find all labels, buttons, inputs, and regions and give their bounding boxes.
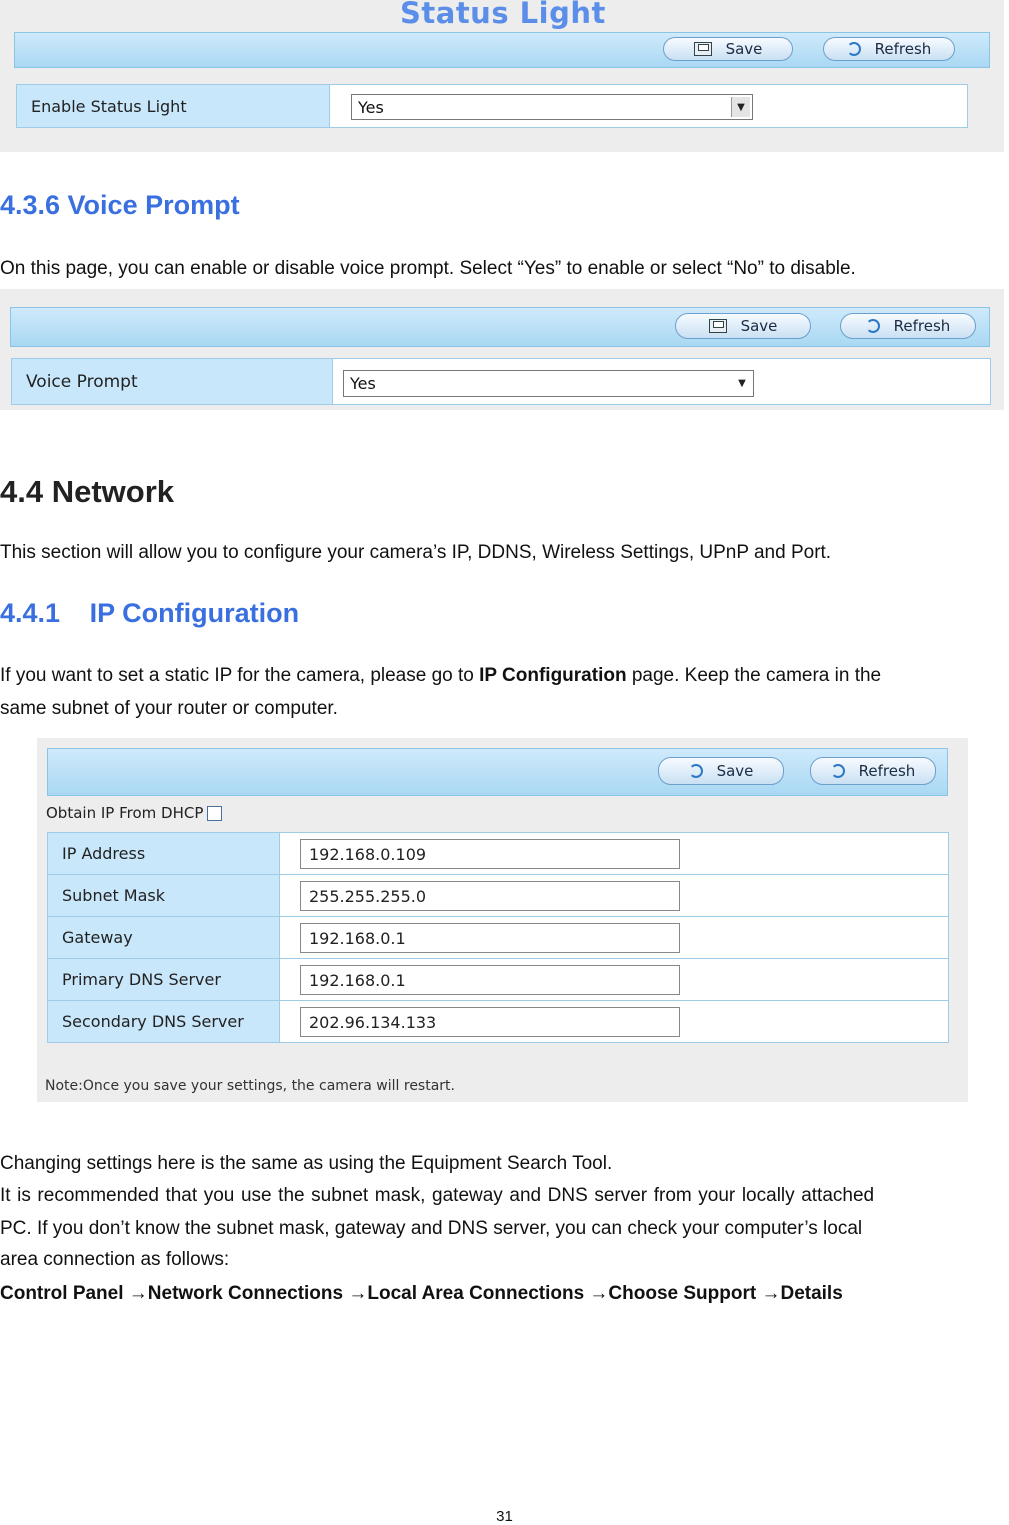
enable-status-light-value: Yes	[358, 97, 384, 117]
body-line-2: It is recommended that you use the subnet mask, gateway and DNS server from your locally attached	[0, 1185, 875, 1206]
restart-note: Note:Once you save your settings, the camera will restart.	[45, 1078, 455, 1094]
refresh-button[interactable]	[840, 313, 976, 339]
subnet-mask-label: Subnet Mask	[48, 875, 280, 916]
save-icon	[694, 42, 712, 56]
voice-prompt-label: Voice Prompt	[12, 359, 333, 404]
save-button-label: Save	[725, 40, 763, 58]
ip-config-heading-title: IP Configuration	[89, 598, 300, 628]
refresh-button[interactable]	[823, 37, 955, 61]
save-button-label: Save	[740, 317, 778, 335]
secondary-dns-input[interactable]: 202.96.134.133	[300, 1007, 680, 1037]
secondary-dns-label: Secondary DNS Server	[48, 1001, 280, 1042]
save-button[interactable]	[675, 313, 811, 339]
network-description: This section will allow you to configure your camera’s IP, DDNS, Wireless Settings, UPnP and Port.	[0, 542, 832, 563]
dhcp-checkbox[interactable]	[207, 806, 222, 821]
voice-prompt-row	[11, 358, 991, 405]
status-light-panel	[0, 0, 1004, 152]
page-number: 31	[496, 1508, 513, 1525]
ip-config-panel	[37, 738, 968, 1102]
secondary-dns-row	[47, 1001, 949, 1043]
ip-config-intro-before: If you want to set a static IP for the camera, please go to	[0, 665, 480, 686]
ip-config-intro-line2: same subnet of your router or computer.	[0, 698, 338, 719]
ip-config-intro-after: page. Keep the camera in the	[626, 665, 882, 686]
gateway-input[interactable]: 192.168.0.1	[300, 923, 680, 953]
ip-config-heading	[0, 598, 299, 629]
refresh-icon	[847, 42, 861, 56]
ip-config-intro-bold: IP Configuration	[479, 665, 627, 686]
enable-status-light-select[interactable]	[351, 94, 753, 120]
ip-config-toolbar	[47, 748, 948, 796]
dhcp-label: Obtain IP From DHCP	[46, 804, 204, 822]
refresh-icon	[866, 319, 880, 333]
subnet-mask-input[interactable]: 255.255.255.0	[300, 881, 680, 911]
refresh-button-label: Refresh	[874, 40, 932, 58]
voice-prompt-toolbar	[10, 307, 990, 347]
refresh-button-label: Refresh	[893, 317, 951, 335]
body-line-1: Changing settings here is the same as using the Equipment Search Tool.	[0, 1153, 613, 1174]
chevron-down-icon[interactable]: ▼	[738, 378, 746, 389]
refresh-button[interactable]	[810, 757, 936, 785]
voice-prompt-select[interactable]	[343, 370, 754, 397]
ip-address-label: IP Address	[48, 833, 280, 874]
body-line-3: PC. If you don’t know the subnet mask, gateway and DNS server, you can check your computer’s local	[0, 1218, 863, 1239]
voice-prompt-heading: 4.3.6 Voice Prompt	[0, 190, 240, 220]
navigation-path: Control Panel →Network Connections →Local Area Connections →Choose Support →Details	[0, 1283, 843, 1304]
enable-status-light-row	[16, 84, 968, 128]
save-button[interactable]	[658, 757, 784, 785]
voice-prompt-value: Yes	[350, 374, 376, 393]
gateway-row	[47, 917, 949, 959]
voice-prompt-panel	[0, 289, 1004, 410]
refresh-icon	[689, 764, 703, 778]
ip-address-input[interactable]: 192.168.0.109	[300, 839, 680, 869]
ip-address-row	[47, 833, 949, 875]
save-button-label: Save	[716, 762, 754, 780]
refresh-button-label: Refresh	[858, 762, 916, 780]
network-heading: 4.4 Network	[0, 474, 175, 509]
ip-config-intro	[0, 660, 881, 692]
body-line-4: area connection as follows:	[0, 1249, 230, 1270]
dhcp-option	[46, 804, 222, 822]
primary-dns-row	[47, 959, 949, 1001]
refresh-icon	[831, 764, 845, 778]
voice-prompt-description: On this page, you can enable or disable voice prompt. Select “Yes” to enable or select “No” to disable.	[0, 258, 856, 279]
save-icon	[709, 319, 727, 333]
ip-config-heading-number: 4.4.1	[0, 598, 61, 628]
primary-dns-label: Primary DNS Server	[48, 959, 280, 1000]
enable-status-light-label: Enable Status Light	[17, 85, 330, 127]
chevron-down-icon[interactable]: ▼	[731, 97, 750, 117]
gateway-label: Gateway	[48, 917, 280, 958]
status-light-toolbar	[14, 32, 990, 68]
status-light-title: Status Light	[400, 0, 606, 30]
save-button[interactable]	[663, 37, 793, 61]
subnet-mask-row	[47, 875, 949, 917]
primary-dns-input[interactable]: 192.168.0.1	[300, 965, 680, 995]
